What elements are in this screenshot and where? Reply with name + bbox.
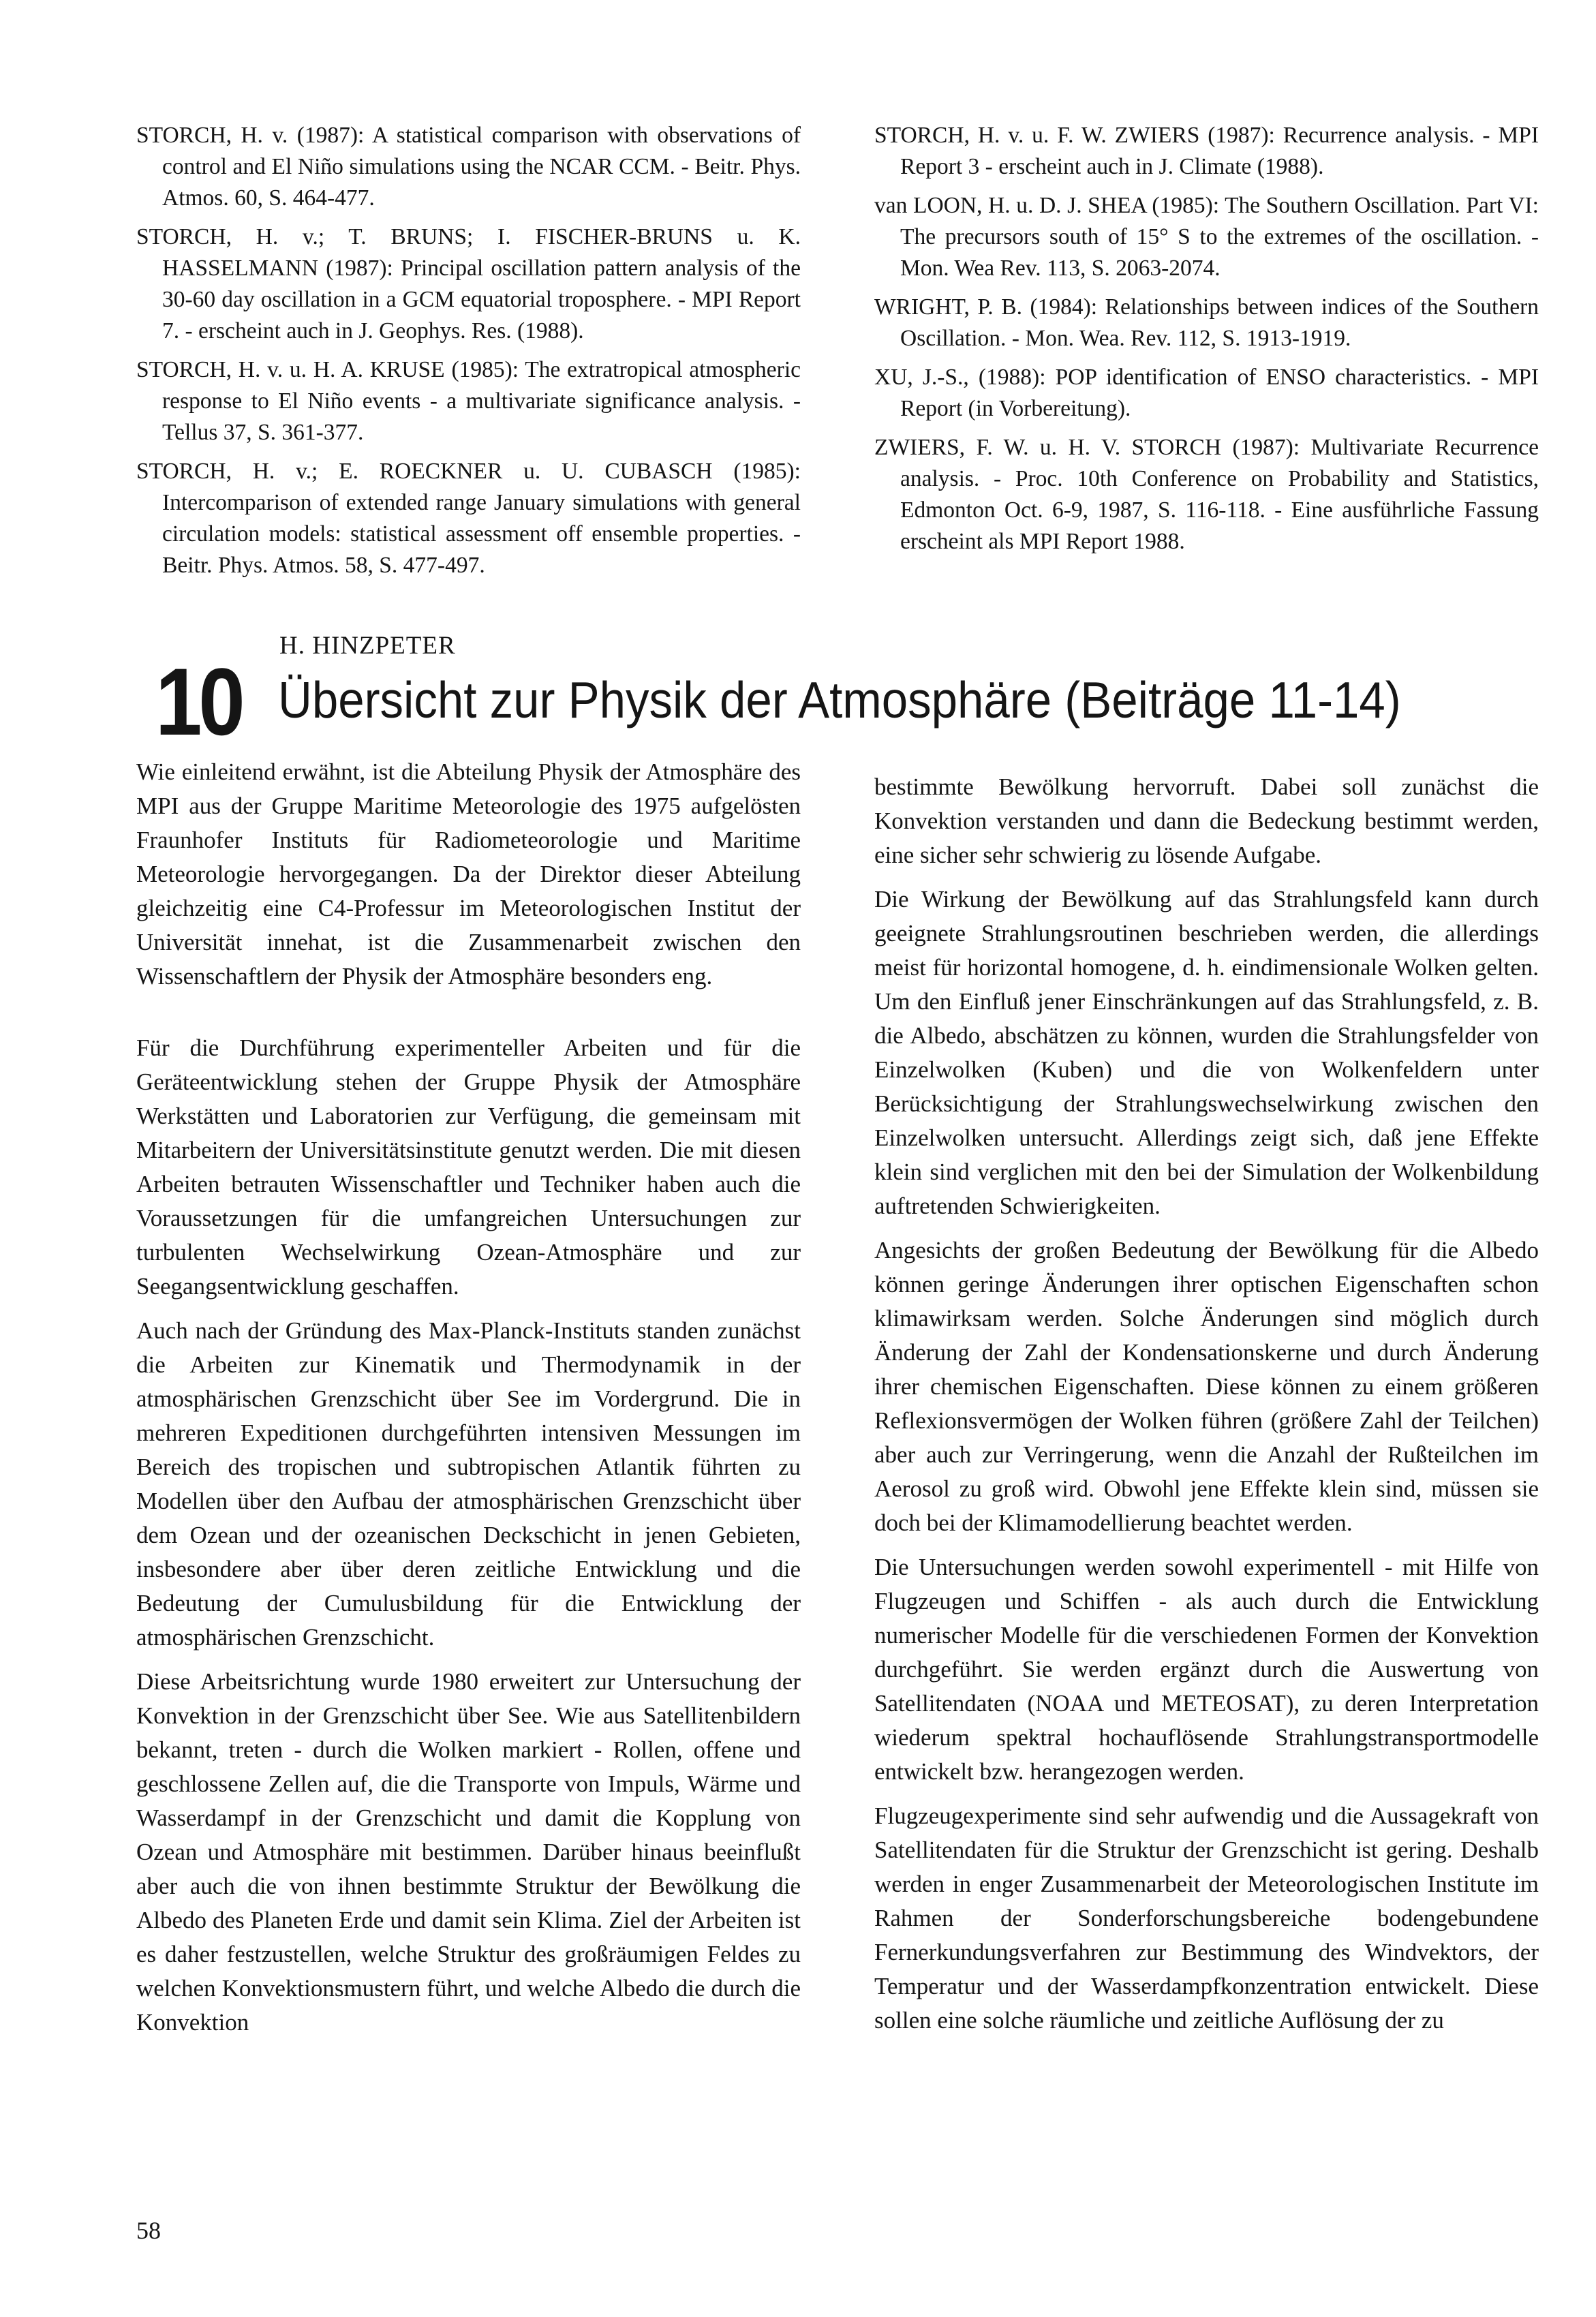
body-paragraph: Die Wirkung der Bewölkung auf das Strahlungsfeld kann durch geeignete Strahlungsroutinen beschrieben werden, die allerdings meist für horizontal homogene, d. h. eindimensionale Wolken gelten. Um den Einfluß jener Einschränkungen auf das Strahlungsfeld, z. B. die Albedo, abschätzen zu können, wurden die Strahlungsfelder von Einzelwolken (Kuben) und die von Wolkenfeldern unter Berücksichtigung der Strahlungswechselwirkung zwischen den Einzelwolken untersucht. Allerdings zeigt sich, daß jene Effekte klein sind verglichen mit den bei der Simulation der Wolkenbildung auftretenden Schwierigkeiten. (874, 886, 1539, 1219)
reference-entry: STORCH, H. v. u. F. W. ZWIERS (1987): Recurrence analysis. - MPI Report 3 - erscheint auch in J. Climate (1988). (874, 123, 1539, 179)
reference-entry: STORCH, H. v. (1987): A statistical comparison with observations of control and El Niño simulations using the NCAR CCM. - Beitr. Phys. Atmos. 60, S. 464-477. (136, 123, 801, 211)
body-paragraph: Auch nach der Gründung des Max-Planck-Instituts standen zunächst die Arbeiten zur Kinematik und Thermodynamik in der atmosphärischen Grenzschicht über See im Vordergrund. Die in mehreren Expeditionen durchgeführten intensiven Messungen im Bereich des tropischen und subtropischen Atlantik führten zu Modellen über den Aufbau der atmosphärischen Grenzschicht über dem Ozean und der ozeanischen Deckschicht in jenen Gebieten, insbesondere aber über deren zeitliche Entwicklung und die Bedeutung der Cumulusbildung für die Entwicklung der atmosphärischen Grenzschicht. (136, 1317, 801, 1651)
body-paragraph: Flugzeugexperimente sind sehr aufwendig und die Aussagekraft von Satellitendaten für die Struktur der Grenzschicht ist gering. Deshalb werden in enger Zusammenarbeit der Meteorologischen Institute im Rahmen der Sonderforschungsbereiche bodengebundene Fernerkundungsverfahren zur Bestimmung des Windvektors, der Temperatur und der Wasserdampfkonzentration entwickelt. Diese sollen eine solche räumliche und zeitliche Auflösung der zu (874, 1802, 1539, 2034)
body-left-column (136, 755, 801, 2050)
body-paragraph: Die Untersuchungen werden sowohl experimentell - mit Hilfe von Flugzeugen und Schiffen - als auch durch die Entwicklung numerischer Modelle für die verschiedenen Formen der Konvektion durchgeführt. Sie werden ergänzt durch die Auswertung von Satellitendaten (NOAA und METEOSAT), zu deren Interpretation wiederum spektral hochauflösende Strahlungstransportmodelle entwickelt bzw. herangezogen werden. (874, 1554, 1539, 1785)
reference-entry: WRIGHT, P. B. (1984): Relationships between indices of the Southern Oscillation. - Mon. Wea. Rev. 112, S. 1913-1919. (874, 294, 1539, 351)
body-right-column (874, 770, 1539, 2048)
body-paragraph: bestimmte Bewölkung hervorruft. Dabei soll zunächst die Konvektion verstanden und dann die Bedeckung bestimmt werden, eine sicher sehr schwierig zu lösende Aufgabe. (874, 773, 1539, 868)
chapter-number: 10 (155, 648, 242, 755)
reference-entry: van LOON, H. u. D. J. SHEA (1985): The Southern Oscillation. Part VI: The precursors south of 15° S to the extremes of the oscillation. - Mon. Wea Rev. 113, S. 2063-2074. (874, 193, 1539, 281)
body-paragraph: Angesichts der großen Bedeutung der Bewölkung für die Albedo können geringe Änderungen ihrer optischen Eigenschaften schon klimawirksam werden. Solche Änderungen sind möglich durch Änderung der Zahl der Kondensationskerne und durch Änderung ihrer chemischen Eigenschaften. Diese können zu einem größeren Reflexionsvermögen der Wolken führen (größere Zahl der Teilchen) aber auch zur Verringerung, wenn die Anzahl der Rußteilchen im Aerosol zu groß wird. Obwohl jene Effekte klein sind, müssen sie doch bei der Klimamodellierung beachtet werden. (874, 1237, 1539, 1536)
body-paragraph: Für die Durchführung experimenteller Arbeiten und für die Geräteentwicklung stehen der Gruppe Physik der Atmosphäre Werkstätten und Laboratorien zur Verfügung, die gemeinsam mit Mitarbeitern der Universitätsinstitute genutzt werden. Die mit diesen Arbeiten betrauten Wissenschaftler und Techniker haben auch die Voraussetzungen für die umfangreichen Untersuchungen zur turbulenten Wechselwirkung Ozean-Atmosphäre und zur Seegangsentwicklung geschaffen. (136, 1034, 801, 1300)
page-number: 58 (136, 2217, 161, 2244)
body-paragraph: Wie einleitend erwähnt, ist die Abteilung Physik der Atmosphäre des MPI aus der Gruppe Maritime Meteorologie des 1975 aufgelösten Fraunhofer Instituts für Radiometeorologie und Maritime Meteorologie hervorgegangen. Da der Direktor dieser Abteilung gleichzeitig eine C4-Professur im Meteorologischen Institut der Universität innehat, ist die Zusammenarbeit zwischen den Wissenschaftlern der Physik der Atmosphäre besonders eng. (136, 758, 801, 989)
body-paragraph: Diese Arbeitsrichtung wurde 1980 erweitert zur Untersuchung der Konvektion in der Grenzschicht über See. Wie aus Satellitenbildern bekannt, treten - durch die Wolken markiert - Rollen, offene und geschlossene Zellen auf, die die Transporte von Impuls, Wärme und Wasserdampf in der Grenzschicht und damit die Kopplung von Ozean und Atmosphäre mit bestimmen. Darüber hinaus beeinflußt aber auch die von ihnen bestimmte Struktur der Bewölkung die Albedo des Planeten Erde und damit sein Klima. Ziel der Arbeiten ist es daher festzustellen, welche Struktur des großräumigen Feldes zu welchen Konvektionsmustern führt, und welche Albedo die durch die Konvektion (136, 1668, 801, 2036)
references-right-column (874, 120, 1539, 565)
reference-entry: STORCH, H. v. u. H. A. KRUSE (1985): The extratropical atmospheric response to El Niño events - a multivariate significance analysis. - Tellus 37, S. 361-377. (136, 357, 801, 445)
reference-entry: XU, J.-S., (1988): POP identification of ENSO characteristics. - MPI Report (in Vorbereitung). (874, 365, 1539, 421)
reference-entry: STORCH, H. v.; T. BRUNS; I. FISCHER-BRUNS u. K. HASSELMANN (1987): Principal oscillation pattern analysis of the 30-60 day oscillation in a GCM equatorial troposphere. - MPI Report 7. - erscheint auch in J. Geophys. Res. (1988). (136, 224, 801, 343)
reference-entry: ZWIERS, F. W. u. H. V. STORCH (1987): Multivariate Recurrence analysis. - Proc. 10th Conference on Probability and Statistics, Edmonton Oct. 6-9, 1987, S. 116-118. - Eine ausführliche Fassung erscheint als MPI Report 1988. (874, 435, 1539, 554)
chapter-title: Übersicht zur Physik der Atmosphäre (Beiträge 11-14) (278, 671, 1401, 728)
reference-entry: STORCH, H. v.; E. ROECKNER u. U. CUBASCH (1985): Intercomparison of extended range January simulations with general circulation models: statistical assessment off ensemble properties. - Beitr. Phys. Atmos. 58, S. 477-497. (136, 459, 801, 578)
chapter-author: H. HINZPETER (279, 632, 456, 660)
references-left-column (136, 120, 801, 589)
